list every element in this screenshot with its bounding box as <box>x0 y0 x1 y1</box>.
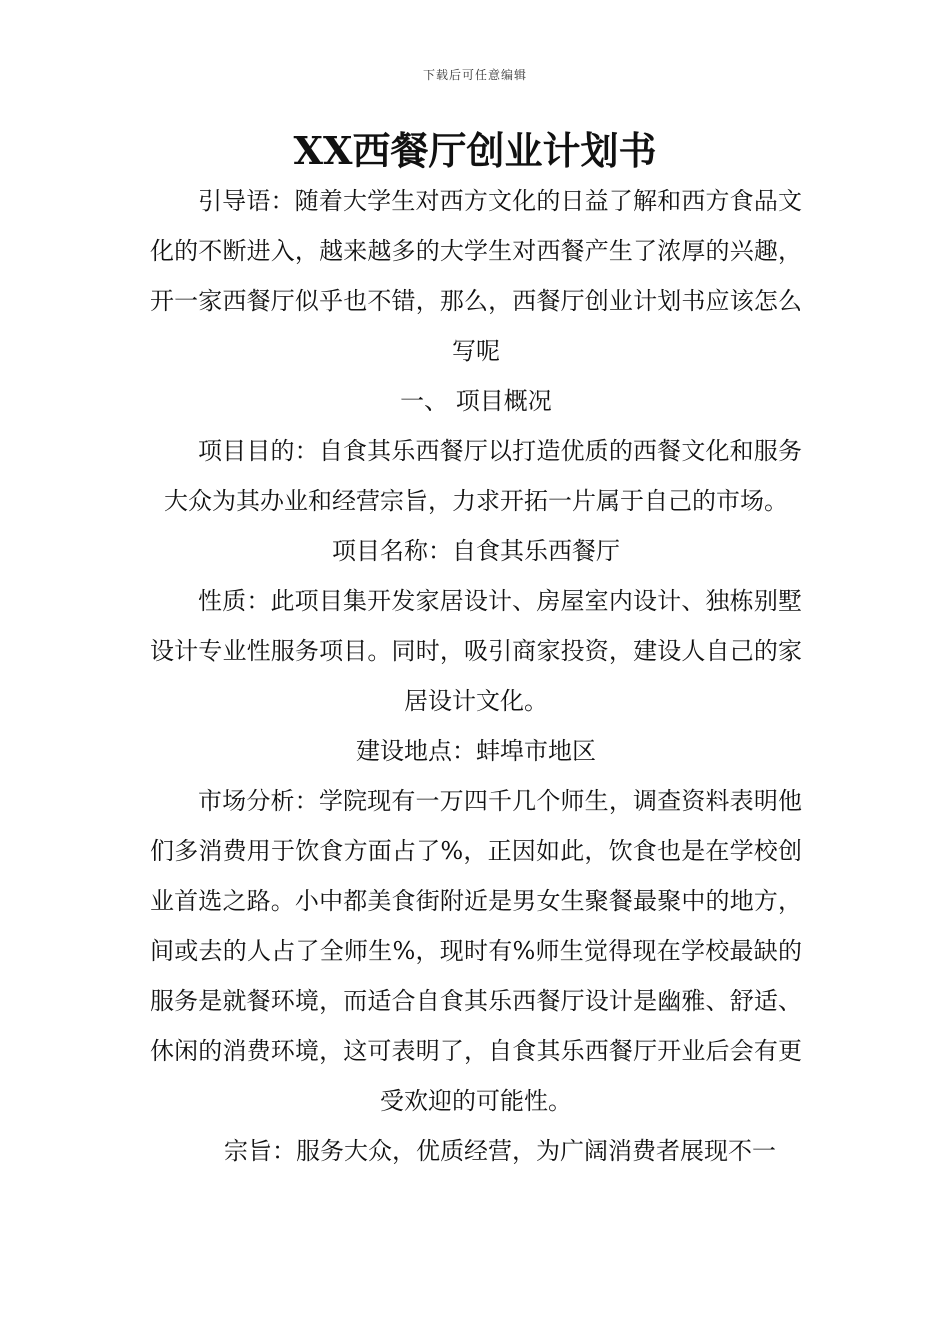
document-body <box>150 176 802 1176</box>
project-location-line: 建设地点：蚌埠市地区 <box>356 737 596 765</box>
tenet-paragraph: 宗旨：服务大众，优质经营，为广阔消费者展现不一 <box>224 1137 776 1165</box>
document-title: XX西餐厅创业计划书 <box>293 128 657 173</box>
project-nature-paragraph: 性质：此项目集开发家居设计、房屋室内设计、独栋别墅设计专业性服务项目。同时，吸引商家投资，建设人自己的家居设计文化。 <box>150 587 802 715</box>
section-heading-project-overview: 一、 项目概况 <box>400 387 552 415</box>
project-name-line: 项目名称：自食其乐西餐厅 <box>332 537 620 565</box>
project-purpose-paragraph: 项目目的：自食其乐西餐厅以打造优质的西餐文化和服务大众为其办业和经营宗旨，力求开拓一片属于自己的市场。 <box>164 437 802 515</box>
header-note: 下载后可任意编辑 <box>422 68 527 82</box>
market-analysis-paragraph: 市场分析：学院现有一万四千几个师生，调查资料表明他们多消费用于饮食方面占了%，正因如此，饮食也是在学校创业首选之路。小中都美食街附近是男女生聚餐最聚中的地方，间或去的人占了全师生%，现时有%师生觉得现在学校最缺的服务是就餐环境，而适合自食其乐西餐厅设计是幽雅、舒适、休闲的消费环境，这可表明了，自食其乐西餐厅开业后会有更受欢迎的可能性。 <box>150 787 802 1115</box>
intro-paragraph: 引导语：随着大学生对西方文化的日益了解和西方食品文化的不断进入，越来越多的大学生对西餐产生了浓厚的兴趣，开一家西餐厅似乎也不错，那么，西餐厅创业计划书应该怎么写呢 <box>150 187 802 365</box>
